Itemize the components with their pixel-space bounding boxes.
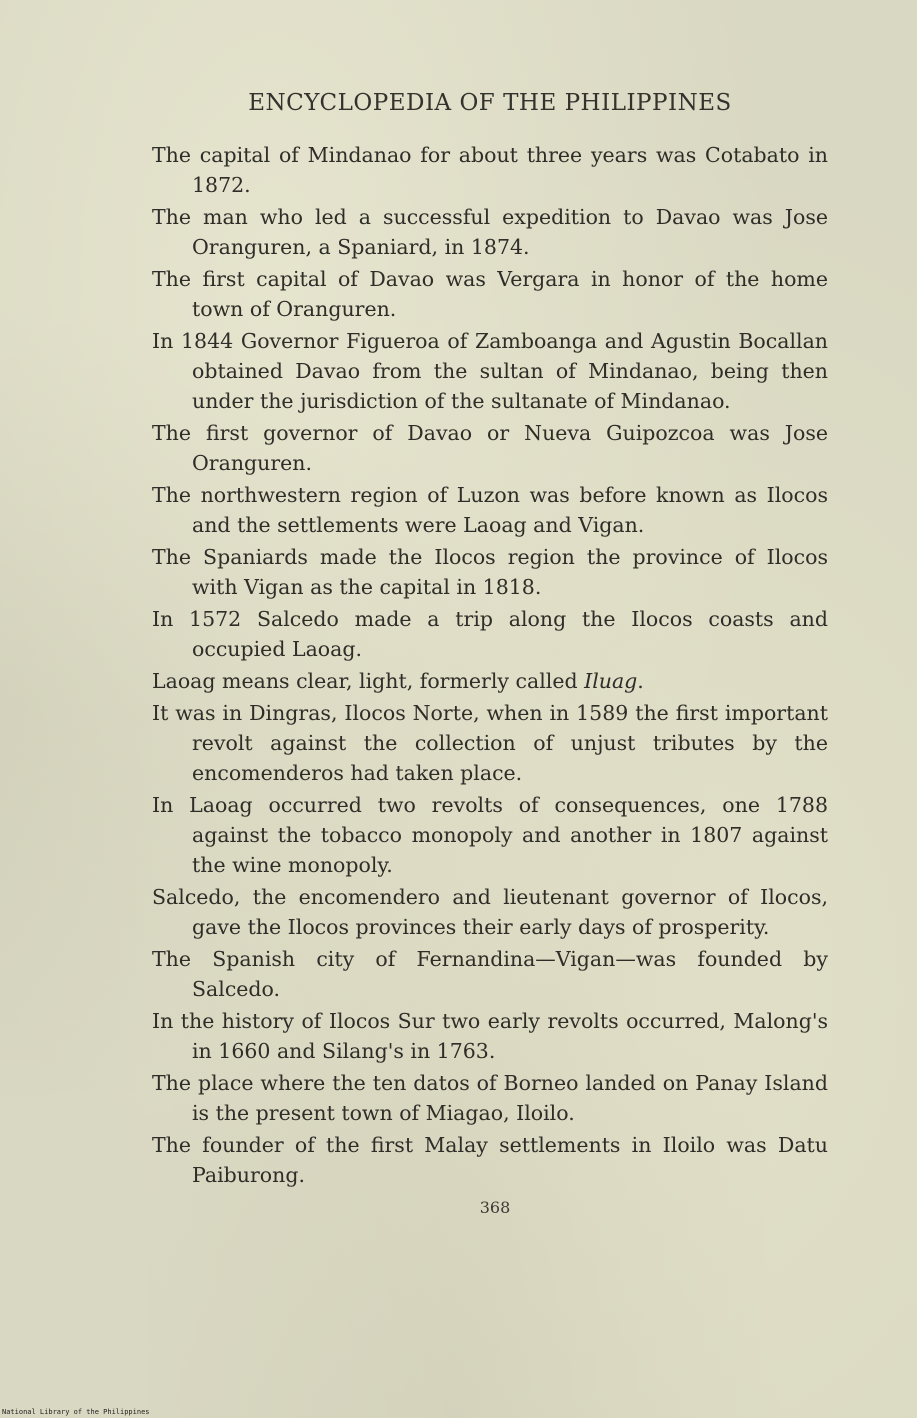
- fact-item: The Spaniards made the Ilocos region the province of Ilocos with Vigan as the capital in 1818.: [152, 545, 828, 599]
- fact-item: In the history of Ilocos Sur two early revolts occurred, Malong's in 1660 and Silang's in 1763.: [152, 1009, 828, 1063]
- fact-item: It was in Dingras, Ilocos Norte, when in 1589 the first important revolt against the collection of unjust tributes by the encomenderos had taken place.: [152, 701, 828, 785]
- page-number: 368: [479, 1198, 511, 1217]
- fact-item: Salcedo, the encomendero and lieutenant governor of Ilocos, gave the Ilocos provinces their early days of prosperity.: [152, 885, 828, 939]
- fact-item: The founder of the first Malay settlements in Iloilo was Datu Paiburong.: [152, 1133, 828, 1187]
- fact-item: The first governor of Davao or Nueva Guipozcoa was Jose Oranguren.: [152, 421, 828, 475]
- fact-item: The Spanish city of Fernandina—Vigan—was founded by Salcedo.: [152, 947, 828, 1001]
- fact-text: Laoag means clear, light, formerly called: [152, 669, 585, 693]
- fact-list: [152, 140, 828, 1192]
- library-credit: National Library of the Philippines: [2, 1408, 150, 1416]
- running-head: ENCYCLOPEDIA OF THE PHILIPPINES: [248, 90, 732, 116]
- fact-item: The place where the ten datos of Borneo landed on Panay Island is the present town of Miagao, Iloilo.: [152, 1071, 828, 1125]
- fact-item: The man who led a successful expedition to Davao was Jose Oranguren, a Spaniard, in 1874.: [152, 205, 828, 259]
- italic-term: Iluag: [584, 669, 638, 693]
- fact-item: [152, 666, 828, 696]
- fact-item: The northwestern region of Luzon was before known as Ilocos and the settlements were Laoag and Vigan.: [152, 483, 828, 537]
- fact-item: In Laoag occurred two revolts of consequences, one 1788 against the tobacco monopoly and another in 1807 against the wine monopoly.: [152, 793, 828, 877]
- fact-text: .: [637, 669, 644, 693]
- fact-item: In 1572 Salcedo made a trip along the Ilocos coasts and occupied Laoag.: [152, 607, 828, 661]
- fact-item: The first capital of Davao was Vergara in honor of the home town of Oranguren.: [152, 267, 828, 321]
- fact-item: In 1844 Governor Figueroa of Zamboanga and Agustin Bocallan obtained Davao from the sultan of Mindanao, being then under the jurisdiction of the sultanate of Mindanao.: [152, 329, 828, 413]
- fact-item: The capital of Mindanao for about three years was Cotabato in 1872.: [152, 143, 828, 197]
